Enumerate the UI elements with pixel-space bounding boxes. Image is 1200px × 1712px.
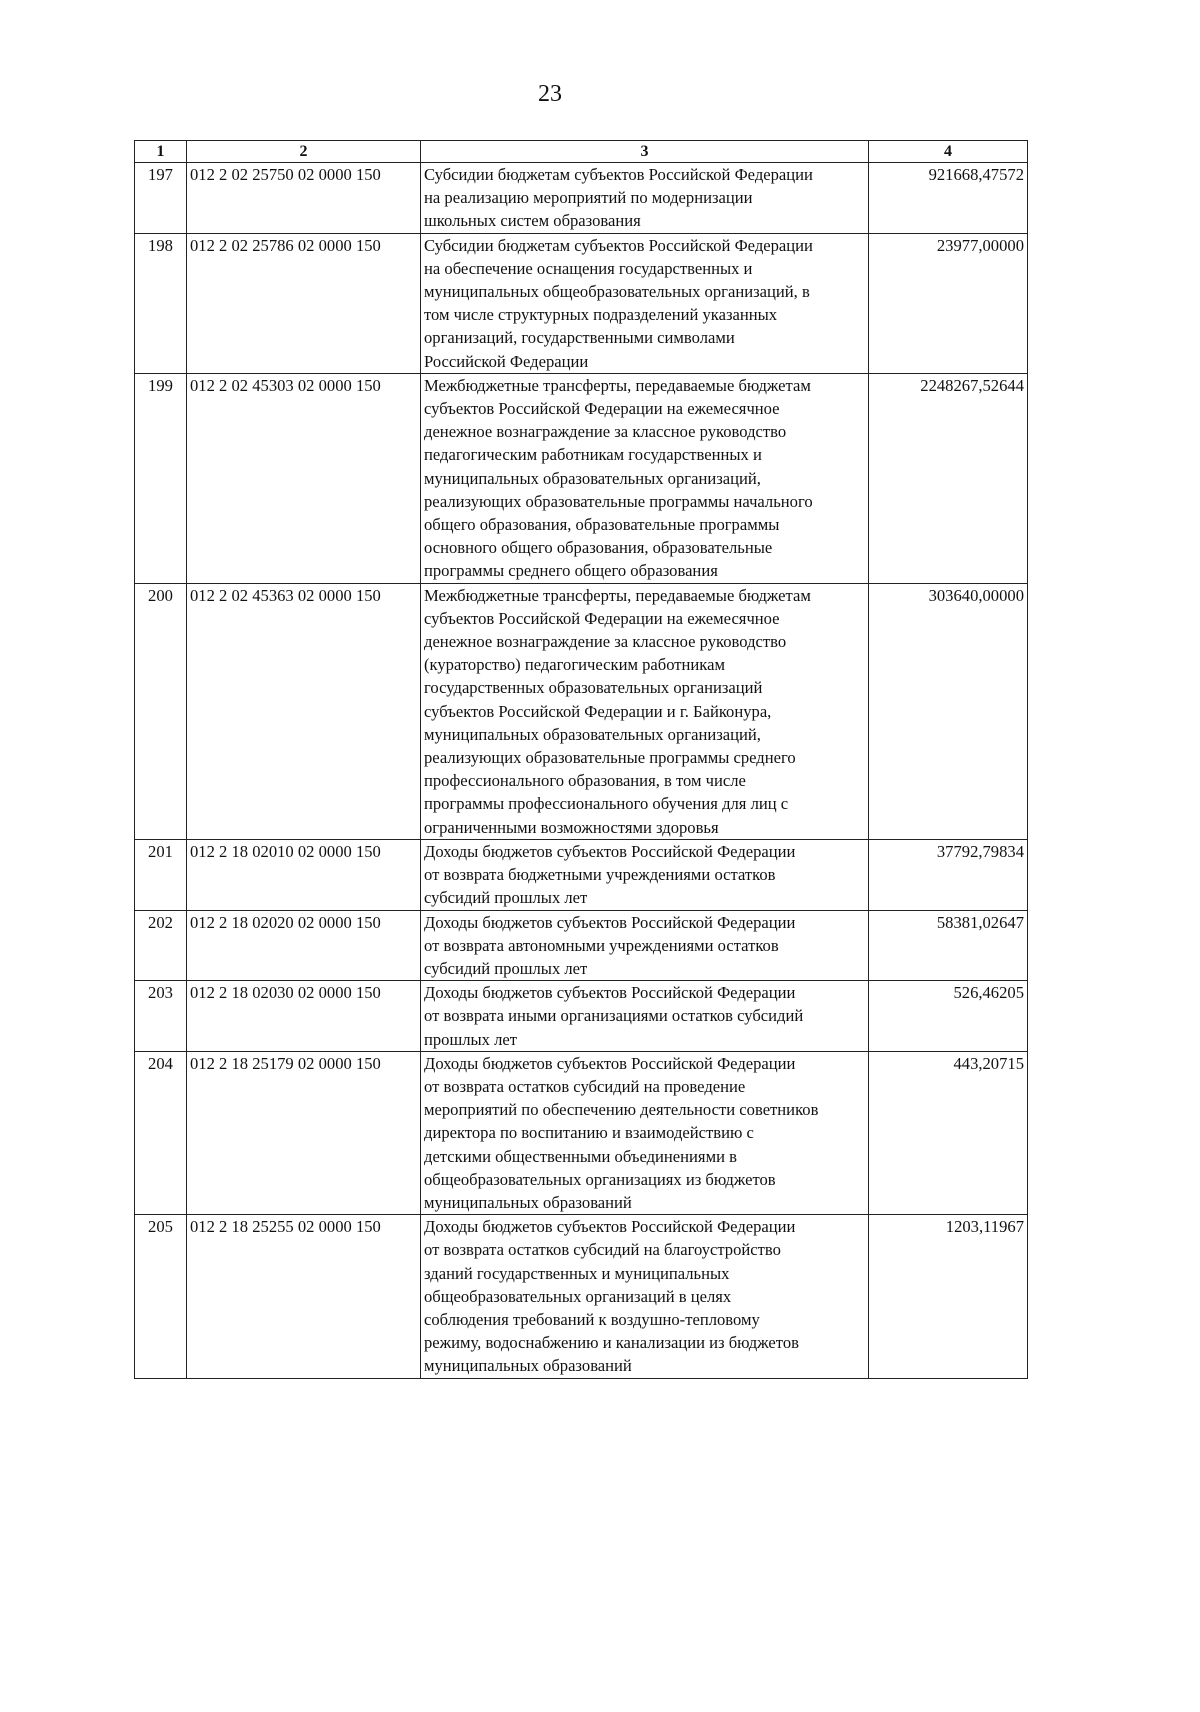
description [421,373,869,583]
amount: 443,20715 [869,1051,1028,1214]
header-col-2: 2 [187,141,421,163]
budget-code: 012 2 18 02030 02 0000 150 [187,981,421,1052]
description-line: Доходы бюджетов субъектов Российской Федерации [424,983,796,1003]
description-line: основного общего образования, образовательные [424,538,773,558]
table-body [135,163,1028,1379]
description-line: от возврата остатков субсидий на проведение [424,1076,746,1096]
amount: 526,46205 [869,981,1028,1052]
description-line: муниципальных общеобразовательных организаций, в [424,282,810,302]
budget-code: 012 2 02 25750 02 0000 150 [187,163,421,234]
row-number: 205 [135,1215,187,1378]
description-line: Межбюджетные трансферты, передаваемые бюджетам [424,375,811,395]
description-line: Российской Федерации [424,351,589,371]
description-line: Доходы бюджетов субъектов Российской Федерации [424,1053,796,1073]
description-line: реализующих образовательные программы среднего [424,748,796,768]
description-line: общего образования, образовательные программы [424,515,780,535]
description-line: Межбюджетные трансферты, передаваемые бюджетам [424,585,811,605]
description-line: прошлых лет [424,1029,518,1049]
description-line: режиму, водоснабжению и канализации из бюджетов [424,1333,799,1353]
table-row [135,163,1028,234]
description-line: денежное вознаграждение за классное руководство [424,632,787,652]
budget-code: 012 2 02 45303 02 0000 150 [187,373,421,583]
description [421,981,869,1052]
description-line: Доходы бюджетов субъектов Российской Федерации [424,841,796,861]
budget-table [134,140,1028,1379]
description-line: организаций, государственными символами [424,328,735,348]
description-line: реализующих образовательные программы начального [424,491,813,511]
description-line: на обеспечение оснащения государственных и [424,258,753,278]
amount: 37792,79834 [869,839,1028,910]
header-col-1: 1 [135,141,187,163]
row-number: 201 [135,839,187,910]
table-row [135,373,1028,583]
description-line: субсидий прошлых лет [424,888,588,908]
description-line: субсидий прошлых лет [424,958,588,978]
row-number: 198 [135,233,187,373]
description-line: педагогическим работникам государственных и [424,445,762,465]
amount: 921668,47572 [869,163,1028,234]
description-line: от возврата автономными учреждениями остатков [424,935,779,955]
header-row [135,141,1028,163]
description-line: муниципальных образований [424,1192,632,1212]
row-number: 203 [135,981,187,1052]
description-line: денежное вознаграждение за классное руководство [424,422,787,442]
description-line: муниципальных образовательных организаций, [424,468,761,488]
description-line: государственных образовательных организаций [424,678,763,698]
description [421,1051,869,1214]
description [421,910,869,981]
description-line: субъектов Российской Федерации на ежемесячное [424,399,780,419]
description-line: соблюдения требований к воздушно-тепловому [424,1309,760,1329]
description-line: субъектов Российской Федерации и г. Байконура, [424,701,772,721]
description-line: субъектов Российской Федерации на ежемесячное [424,608,780,628]
description [421,233,869,373]
amount: 2248267,52644 [869,373,1028,583]
description-line: программы среднего общего образования [424,561,718,581]
row-number: 199 [135,373,187,583]
description-line: Доходы бюджетов субъектов Российской Федерации [424,912,796,932]
description-line: мероприятий по обеспечению деятельности советников [424,1100,819,1120]
description-line: ограниченными возможностями здоровья [424,817,719,837]
description-line: зданий государственных и муниципальных [424,1263,730,1283]
description-line: от возврата иными организациями остатков субсидий [424,1006,804,1026]
budget-code: 012 2 18 25255 02 0000 150 [187,1215,421,1378]
description-line: Доходы бюджетов субъектов Российской Федерации [424,1217,796,1237]
row-number: 204 [135,1051,187,1214]
table-row [135,583,1028,839]
table-row [135,1051,1028,1214]
description-line: профессионального образования, в том числе [424,771,746,791]
table-row [135,910,1028,981]
table-row [135,1215,1028,1378]
amount: 23977,00000 [869,233,1028,373]
budget-code: 012 2 02 45363 02 0000 150 [187,583,421,839]
amount: 303640,00000 [869,583,1028,839]
description-line: детскими общественными объединениями в [424,1146,737,1166]
budget-code: 012 2 18 02020 02 0000 150 [187,910,421,981]
amount: 1203,11967 [869,1215,1028,1378]
description-line: школьных систем образования [424,211,641,231]
description-line: на реализацию мероприятий по модернизации [424,188,753,208]
description-line: муниципальных образований [424,1356,632,1376]
description-line: от возврата остатков субсидий на благоустройство [424,1240,781,1260]
description-line: от возврата бюджетными учреждениями остатков [424,865,776,885]
table-row [135,233,1028,373]
header-col-4: 4 [869,141,1028,163]
page-number: 23 [538,81,562,107]
description [421,163,869,234]
description [421,1215,869,1378]
description-line: том числе структурных подразделений указанных [424,305,778,325]
table-row [135,839,1028,910]
description-line: директора по воспитанию и взаимодействию с [424,1123,754,1143]
description-line: Субсидии бюджетам субъектов Российской Федерации [424,235,813,255]
row-number: 200 [135,583,187,839]
description-line: общеобразовательных организациях из бюджетов [424,1169,776,1189]
budget-code: 012 2 18 02010 02 0000 150 [187,839,421,910]
header-col-3: 3 [421,141,869,163]
description-line: муниципальных образовательных организаций, [424,724,761,744]
description-line: общеобразовательных организаций в целях [424,1286,732,1306]
description [421,583,869,839]
description-line: (кураторство) педагогическим работникам [424,655,725,675]
description-line: программы профессионального обучения для лиц с [424,794,789,814]
budget-code: 012 2 18 25179 02 0000 150 [187,1051,421,1214]
row-number: 197 [135,163,187,234]
description-line: Субсидии бюджетам субъектов Российской Федерации [424,165,813,184]
table-row [135,981,1028,1052]
budget-code: 012 2 02 25786 02 0000 150 [187,233,421,373]
description [421,839,869,910]
amount: 58381,02647 [869,910,1028,981]
row-number: 202 [135,910,187,981]
